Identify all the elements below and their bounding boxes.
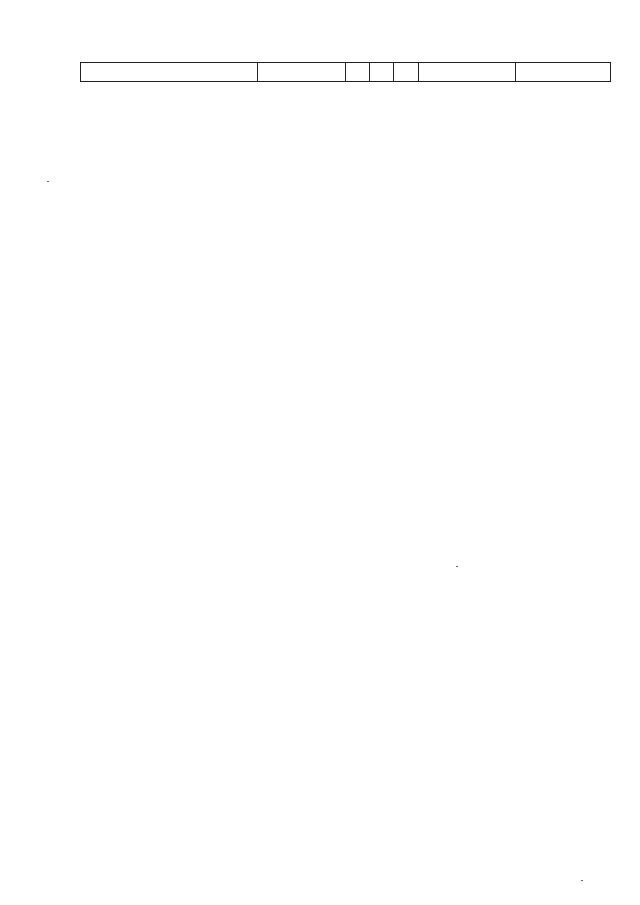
header-col-5 xyxy=(394,63,419,81)
header-col-1 xyxy=(81,63,258,81)
table-header xyxy=(80,62,611,82)
header-col-3 xyxy=(346,63,370,81)
scan-speck xyxy=(456,566,458,567)
scan-speck xyxy=(581,880,583,881)
header-col-7 xyxy=(516,63,610,81)
scan-speck xyxy=(47,181,49,182)
header-col-4 xyxy=(370,63,394,81)
header-col-6 xyxy=(419,63,516,81)
header-col-2 xyxy=(258,63,346,81)
